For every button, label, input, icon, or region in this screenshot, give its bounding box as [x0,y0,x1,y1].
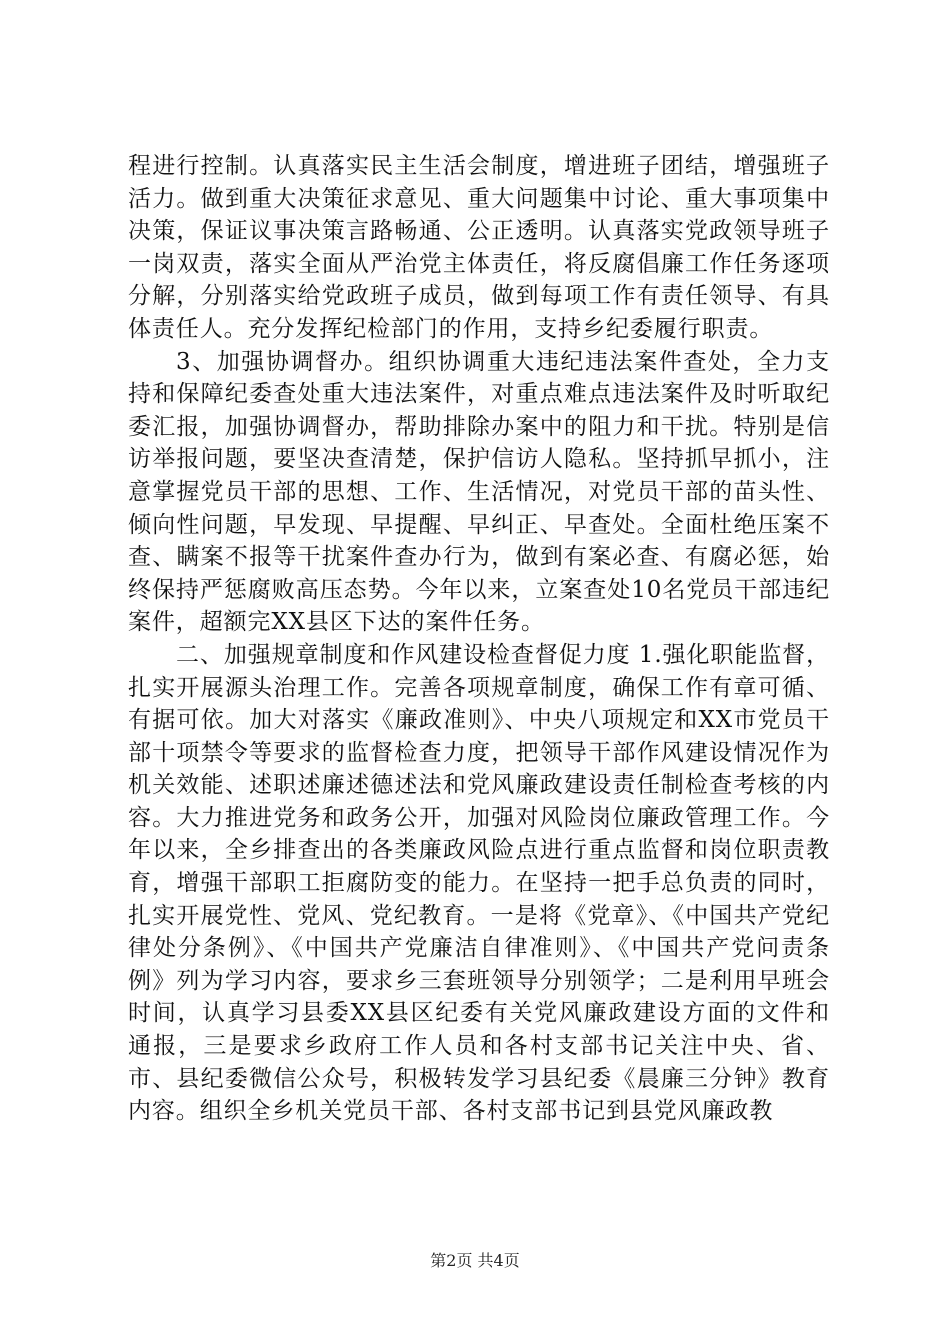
document-body [128,150,830,1128]
paragraph-coordination: 3、加强协调督办。组织协调重大违纪违法案件查处，全力支持和保障纪委查处重大违法案件，对重点难点违法案件及时听取纪委汇报，加强协调督办，帮助排除办案中的阻力和干扰。特别是信访举报问题，要坚决查清楚，保护信访人隐私。坚持抓早抓小，注意掌握党员干部的思想、工作、生活情况，对党员干部的苗头性、倾向性问题，早发现、早提醒、早纠正、早查处。全面杜绝压案不查、瞒案不报等干扰案件查办行为，做到有案必查、有腐必惩，始终保持严惩腐败高压态势。今年以来，立案查处10名党员干部违纪案件，超额完XX县区下达的案件任务。 [128,348,830,636]
page-footer: 第2页 共4页 [430,1251,520,1270]
paragraph-regulations: 二、加强规章制度和作风建设检查督促力度 1.强化职能监督，扎实开展源头治理工作。完善各项规章制度，确保工作有章可循、有据可依。加大对落实《廉政准则》、中央八项规定和XX市党员干部十项禁令等要求的监督检查力度，把领导干部作风建设情况作为机关效能、述职述廉述德述法和党风廉政建设责任制检查考核的内容。大力推进党务和政务公开，加强对风险岗位廉政管理工作。今年以来，全乡排查出的各类廉政风险点进行重点监督和岗位职责教育，增强干部职工拒腐防变的能力。在坚持一把手总负责的同时，扎实开展党性、党风、党纪教育。一是将《党章》、《中国共产党纪律处分条例》、《中国共产党廉洁自律准则》、《中国共产党问责条例》列为学习内容，要求乡三套班领导分别领学；二是利用早班会时间，认真学习县委XX县区纪委有关党风廉政建设方面的文件和通报，三是要求乡政府工作人员和各村支部书记关注中央、省、市、县纪委微信公众号，积极转发学习县纪委《晨廉三分钟》教育内容。组织全乡机关党员干部、各村支部书记到县党风廉政教 [128,641,830,1125]
paragraph-continuation: 程进行控制。认真落实民主生活会制度，增进班子团结，增强班子活力。做到重大决策征求意见、重大问题集中讨论、重大事项集中决策，保证议事决策言路畅通、公正透明。认真落实党政领导班子一岗双责，落实全面从严治党主体责任，将反腐倡廉工作任务逐项分解，分别落实给党政班子成员，做到每项工作有责任领导、有具体责任人。充分发挥纪检部门的作用，支持乡纪委履行职责。 [128,153,830,342]
